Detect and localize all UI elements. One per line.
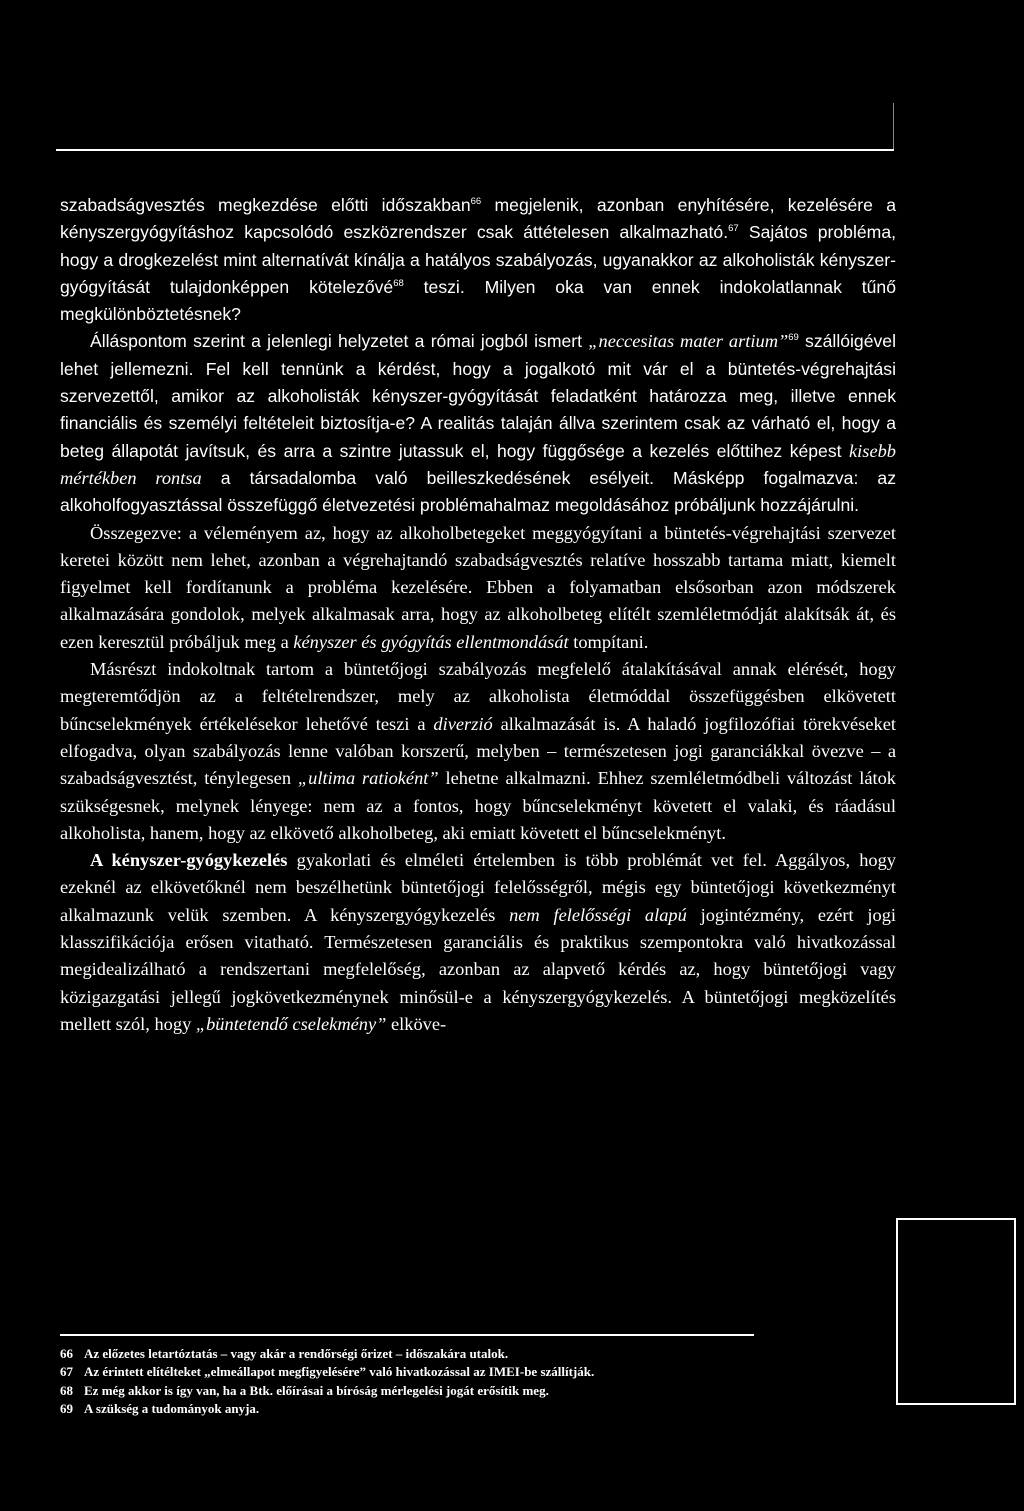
footnote-ref: 67 — [728, 223, 739, 235]
footnote-ref: 68 — [393, 277, 404, 289]
paragraph-2 — [60, 328, 896, 519]
footnote-number: 67 — [60, 1364, 73, 1380]
footnote-69 — [60, 1400, 892, 1418]
footnote-ref: 66 — [470, 196, 482, 207]
italic-phrase: kényszer és gyógyítás ellentmondását — [293, 631, 569, 652]
footnote-text: A szükség a tudományok anyja. — [84, 1400, 260, 1416]
header-rule — [56, 149, 894, 151]
footnote-number: 66 — [60, 1346, 73, 1361]
footnote-text: Ez még akkor is így van, ha a Btk. előírásai a bíróság mérlegelési jogát erősítik meg. — [84, 1382, 549, 1398]
paragraph-5 — [60, 847, 896, 1038]
footnote-ref: 69 — [788, 332, 799, 344]
text-run: jogintézmény, ezért jogi klasszifikációja erősen vitatható. Természetesen garanciális és praktikus szempontokra való hivatkozással megidealizálható a rendszertani megfelelőség, azonban az alapvető kérdés az, hogy büntetőjogi vagy közigazgatási jellegű jogkövetkezménynek minősül-e a kényszergyógykezelés. A büntetőjogi megközelítés mellett szól, hogy — [60, 904, 897, 1034]
text-run: szabadságvesztés megkezdése előtti időszakban — [60, 195, 471, 215]
paragraph-4 — [60, 656, 896, 847]
text-run: szállóigével lehet jellemezni. Fel kell tennünk a kérdést, hogy a jogalkotó mit vár el a büntetés-végrehajtási szervezettől, amikor az alkoholisták kényszer-gyógyítását feladatként határozza meg, illetve ennek financiális és személyi feltételeit biztosítja-e? A realitás talaján állva szerintem csak az várható el, hogy a beteg állapotát javítsuk, és arra a szintre jutassuk el, hogy függősége a kezelés előttihez képest — [60, 331, 896, 461]
footnotes — [60, 1345, 892, 1418]
footnote-66 — [60, 1345, 892, 1363]
footnote-text: Az előzetes letartóztatás – vagy akár a rendőrségi őrizet – időszakára utalok. — [84, 1346, 509, 1361]
paragraph-3 — [60, 520, 896, 656]
italic-phrase: diverzió — [433, 713, 493, 734]
paragraph-1 — [60, 192, 896, 328]
text-run: gyakorlati és elméleti értelemben is több problémát vet fel. Aggályos, hogy ezeknél az elkövetőknél nem beszélhetünk büntetőjogi felelősségről, mégis egy büntetőjogi következményt alkalmazunk velük szemben. A kényszergyógykezelés — [60, 850, 896, 925]
margin-box — [896, 1218, 1016, 1405]
text-run: Álláspontom szerint a jelenlegi helyzetet a római jogból ismert — [90, 331, 589, 352]
italic-phrase: „neccesitas mater artium” — [588, 331, 789, 352]
text-run: a társadalomba való beilleszkedésének esélyeit. Másképp fogalmazva: az alkoholfogyasztással összefüggő életvezetési problémahalmaz megoldásához próbáljunk hozzájárulni. — [60, 467, 896, 516]
italic-phrase: nem felelősségi alapú — [509, 904, 687, 925]
italic-phrase: kisebb mértékben rontsa — [60, 440, 896, 488]
body-text — [60, 192, 896, 1038]
text-run: tompítani. — [568, 631, 649, 652]
text-run: Sajátos probléma, hogy a drogkezelést mint alternatívát kínálja a hatályos szabályozás, ugyanakkor az alkoholisták kényszer-gyógyítását tulajdonképpen kötelezővé — [60, 222, 896, 297]
text-run: Másrészt indokoltnak tartom a büntetőjogi szabályozás megfelelő átalakításával annak elérését, hogy megteremtődjön az a feltételrendszer, mely az alkoholista életmóddal összefüggésben elkövetett bűncselekmények értékelésekor lehetővé teszi a — [60, 659, 896, 734]
footnote-text: Az érintett elítélteket „elmeállapot megfigyelésére” való hivatkozással az IMEI-be szállítják. — [84, 1364, 595, 1380]
italic-phrase: „ultima ratioként” — [297, 768, 439, 789]
text-run: megjelenik, azonban enyhítésére, kezelésére a kényszergyógyításhoz kapcsolódó eszközrendszer csak áttételesen alkalmazható. — [60, 195, 896, 243]
text-run: lehetne alkalmazni. Ehhez szemléletmódbeli változást látok szükségesnek, melynek lényege: nem az a fontos, hogy bűncselekményt követett el valaki, és ráadásul alkoholista, hanem, hogy az elkövető alkoholbeteg, aki emiatt követett el bűncselekményt. — [60, 768, 896, 843]
footnote-68 — [60, 1382, 892, 1400]
footnote-rule — [60, 1334, 754, 1336]
footnote-number: 68 — [60, 1382, 73, 1398]
text-run: teszi. Milyen oka van ennek indokolatlannak tűnő megkülönböztetésnek? — [60, 276, 896, 325]
footnote-number: 69 — [60, 1400, 73, 1416]
footnote-67 — [60, 1363, 892, 1381]
bold-phrase: A kényszer-gyógykezelés — [90, 850, 288, 871]
text-run: elköve- — [386, 1013, 447, 1034]
italic-phrase: „büntetendő cselekmény” — [195, 1013, 387, 1034]
text-run: alkalmazását is. A haladó jogfilozófiai törekvéseket elfogadva, olyan szabályozás lenne valóban korszerű, melyben – természetesen jogi garanciákkal övezve – a szabadságvesztést, ténylegesen — [60, 713, 896, 789]
scan-edge-mark — [893, 103, 894, 149]
text-run: Összegezve: a véleményem az, hogy az alkoholbetegeket meggyógyítani a büntetés-végrehajtási szervezet keretei között nem lehet, azonban a végrehajtandó szabadságvesztés relatíve hosszabb tartama miatt, kiemelt figyelmet kell fordítanunk a probléma kezelésére. Ebben a folyamatban elsősorban azon módszerek alkalmazására gondolok, melyek alkalmasak arra, hogy az alkoholbeteg elítélt szemléletmódját alakítsák át, és ezen keresztül próbáljuk meg a — [60, 522, 896, 652]
